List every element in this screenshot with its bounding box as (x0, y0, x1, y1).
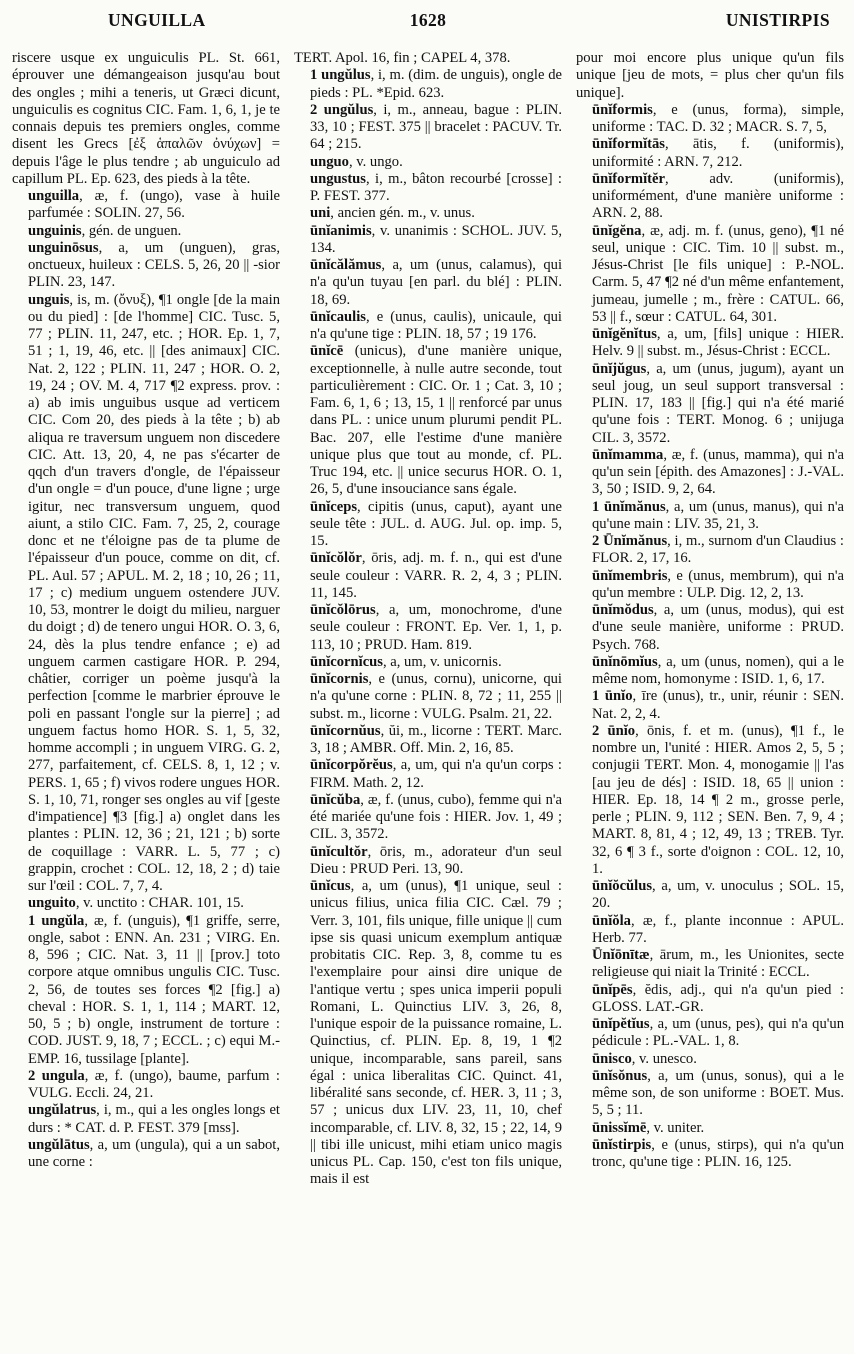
dictionary-entry: riscere usque ex unguiculis PL. St. 661, éprouver une démangeaison jusqu'au bout des ongles ; mihi a teneris, ut Græci dicunt, unguiculis es cognitus CIC. Fam. 1, 6, 1, je te connais depuis tes premiers ongles, comme disent les Grecs [ἐξ ἁπαλῶν ὀνύχων] = depuis l'âge le plus tendre ; ab unguiculo ad capillum PL. Ep. 623, des pieds à la tête. (12, 50, 280, 187)
dictionary-entry: ūnĭcŏlŏr, ōris, adj. m. f. n., qui est d'une seule couleur : VARR. R. 2, 4, 3 ; PLIN. 11, 145. (310, 550, 562, 601)
dictionary-entry: 2 ungula, æ, f. (ungo), baume, parfum : VULG. Eccli. 24, 21. (28, 1067, 280, 1101)
dictionary-entry: ūnissĭmē, v. uniter. (592, 1119, 705, 1136)
dictionary-entry: ūnĭpēs, ĕdis, adj., qui n'a qu'un pied : GLOSS. LAT.-GR. (592, 981, 844, 1015)
dictionary-entry: uni, ancien gén. m., v. unus. (310, 205, 475, 222)
dictionary-entry: 1 ungŭla, æ, f. (unguis), ¶1 griffe, serre, ongle, sabot : ENN. An. 231 ; VIRG. En. 8, 596 ; CIC. Nat. 3, 11 || [prov.] toto corpore atque omnibus ungulis CIC. Tusc. 2, 56, de toutes ses forces ¶2 [fig.] a) cheval : HOR. S. 1, 1, 114 ; MART. 12, 50, 5 ; b) ongle, instrument de torture : COD. JUST. 9, 18, 7 ; ECCL. ; c) equi M.-EMP. 16, tussilage [plante]. (28, 912, 280, 1067)
dictionary-entry: ūnĭanimis, v. unanimis : SCHOL. JUV. 5, 134. (310, 222, 562, 256)
dictionary-entry: ūnĭmamma, æ, f. (unus, mamma), qui n'a qu'un sein [épith. des Amazones] : J.-VAL. 3, 50 ; ISID. 9, 2, 64. (592, 446, 844, 498)
dictionary-entry: ūnĭgĕna, æ, adj. m. f. (unus, geno), ¶1 né seul, unique : CIC. Tim. 10 || subst. m., Jésus-Christ [le fils unique] : P.-NOL. Carm. 5, 47 ¶2 né d'un même enfantement, jumeau, jumelle ; m., frère : CATUL. 66, 53 || f., sœur : CATUL. 64, 301. (592, 222, 844, 325)
dictionary-entry: ūnĭpĕtĭus, a, um (unus, pes), qui n'a qu'un pédicule : PL.-VAL. 1, 8. (592, 1016, 844, 1050)
dictionary-entry: 1 ungŭlus, i, m. (dim. de unguis), ongle de pieds : PL. *Epid. 623. (310, 67, 562, 101)
dictionary-entry: ūnisco, v. unesco. (592, 1050, 697, 1067)
dictionary-entry: ūnĭgĕnĭtus, a, um, [fils] unique : HIER. Helv. 9 || subst. m., Jésus-Christ : ECCL. (592, 326, 844, 360)
dictionary-entry: unguilla, æ, f. (ungo), vase à huile parfumée : SOLIN. 27, 56. (28, 188, 280, 222)
dictionary-entry: ūnĭcornis, e (unus, cornu), unicorne, qui n'a qu'une corne : PLIN. 8, 72 ; 11, 255 || subst. m., licorne : VULG. Psalm. 21, 22. (310, 671, 562, 722)
dictionary-entry: 2 ūnĭo, ōnis, f. et m. (unus), ¶1 f., le nombre un, l'unité : HIER. Amos 2, 5, 5 ; conjugii TERT. Mon. 4, monogamie || l'as [au jeu de dés] : ISID. 18, 65 || union : HIER. Ep. 18, 14 ¶ 2 m., grosse perle, perle ; PLIN. 9, 112 ; SEN. Ben. 7, 9, 4 ; MART. 8, 81, 4 ; 12, 49, 13 ; TREB. Tyr. 32, 6 ¶ 3 f., sorte d'oignon : COL. 12, 10, 1. (592, 722, 844, 877)
dictionary-entry: TERT. Apol. 16, fin ; CAPEL 4, 378. (294, 50, 511, 66)
dictionary-entry: 2 ungŭlus, i, m., anneau, bague : PLIN. 33, 10 ; FEST. 375 || bracelet : PACUV. Tr. 64 ; 215. (310, 101, 562, 153)
dictionary-entry: ūnĭcultŏr, ōris, m., adorateur d'un seul Dieu : PRUD Peri. 13, 90. (310, 843, 562, 877)
dictionary-entry: ungŭlātus, a, um (ungula), qui a un sabot, une corne : (28, 1136, 280, 1170)
dictionary-entry: ūnĭŏcŭlus, a, um, v. unoculus ; SOL. 15, 20. (592, 878, 844, 912)
dictionary-entry: ūnĭcus, a, um (unus), ¶1 unique, seul : unicus filius, unica filia CIC. Cæl. 79 ; Verr. 3, 101, fils unique, fille unique || cum ipse sis quasi unicum exemplum antiquæ probitatis CIC. Rep. 3, 8, comme tu es l'exemplaire pour ainsi dire unique de l'antique vertu ; spes unica imperii populi Romani, L. Quinctius LIV. 3, 26, 8, l'unique espoir de la puissance romaine, L. Quinctius, cf. PLIN. Ep. 8, 19, 1 ¶2 unique, incomparable, sans pareil, sans égal : unica liberalitas CIC. Quinct. 41, libéralité sans seconde, cf. HER. 3, 11 ; 3, 57 ; unicus dux LIV. 23, 11, 10, chef incomparable, cf. LIV. 8, 32, 15 ; 22, 14, 9 || tibi ille unicust, mihi etiam unico magis unicus PL. Cap. 150, c'est ton fils unique, mais il est (310, 878, 562, 1188)
page-header (12, 10, 844, 50)
dictionary-entry: unguinōsus, a, um (unguen), gras, onctueux, huileux : CELS. 5, 26, 20 || -sior PLIN. 23, 147. (28, 239, 280, 291)
dictionary-entry: ūnĭcaulis, e (unus, caulis), unicaule, qui n'a qu'une tige : PLIN. 18, 57 ; 19 176. (310, 308, 562, 342)
dictionary-entry: ūnĭcălămus, a, um (unus, calamus), qui n'a qu'un tuyau [en parl. du blé] : PLIN. 18, 69. (310, 257, 562, 308)
dictionary-entry: ūnĭmŏdus, a, um (unus, modus), qui est d'une seule manière, uniforme : PRUD. Psych. 768. (592, 602, 844, 653)
dictionary-entry: ūnĭŏla, æ, f., plante inconnue : APUL. Herb. 77. (592, 912, 844, 946)
column-middle (294, 50, 562, 1189)
dictionary-entry: unguis, is, m. (ὄνυξ), ¶1 ongle [de la main ou du pied] : [de l'homme] CIC. Tusc. 5, 77 ; PLIN. 11, 247, etc. ; HOR. Ep. 1, 7, 51 ; 1, 19, 46, etc. || [des animaux] CIC. Nat. 2, 122 ; PLIN. 11, 247 ; HOR. O. 2, 19, 24 ; OV. M. 4, 717 ¶2 express. prov. : a) ab imis unguibus usque ad verticem CIC. Com 20, des pieds à la tête ; b) ab aliqua re traversum unguem non discedere CIC. Att. 13, 20, 4, ne pas s'écarter de qqch d'un travers d'ongle, de l'épaisseur d'un ongle = d'un pouce, d'une ligne ; urge igitur, nec transversum unguem, quod aiunt, a stilo CIC. Fam. 7, 25, 2, courage donc et ne t'éloigne pas de ta plume de l'épaisseur d'un pouce, comme on dit, cf. PL. Aul. 57 ; APUL. M. 2, 18 ; 10, 26 ; 11, 17 ; c) medium unguem ostendere JUV. 10, 53, montrer le doigt du milieu, narguer du doigt ; d) de tenero ungui HOR. O. 3, 6, 24, dès la plus tendre enfance ; e) ad unguem carmen castigare HOR. P. 294, châtier, corriger un poème jusqu'à la perfection [comme le marbrier éprouve le poli en passant l'ongle sur la pierre] ; ad unguem factus homo HOR. S. 1, 5, 32, homme accompli ; in unguem VIRG. G. 2, 277, parfaitement, cf. CELS. 8, 1, 12 ; v. PERS. 1, 65 ; f) vivos rodere ungues HOR. S. 1, 10, 71, ronger ses ongles au vif [geste d'impatience] ¶3 [fig.] a) onglet dans les plantes : PLIN. 12, 36 ; 21, 121 ; b) sorte de coquillage : VARR. L. 5, 77 ; c) grappin, crochet : COL. 12, 18, 2 ; d) taie sur l'œil : COL. 7, 7, 4. (28, 291, 280, 894)
column-left (12, 50, 280, 1189)
dictionary-entry: ūnĭsŏnus, a, um (unus, sonus), qui a le même son, de son uniforme : BOET. Mus. 5, 5 ; 11. (592, 1067, 844, 1119)
dictionary-entry: 2 Ūnĭmănus, i, m., surnom d'un Claudius : FLOR. 2, 17, 16. (592, 533, 844, 567)
dictionary-entry: ūnĭjŭgus, a, um (unus, jugum), ayant un seul joug, un seul support transversal : PLIN. 17, 183 || [fig.] qui n'a été marié qu'une fois : TERT. Monog. 6 ; unijuga CIL. 3, 3572. (592, 360, 844, 446)
dictionary-entry: ūnĭformis, e (unus, forma), simple, uniforme : TAC. D. 32 ; MACR. S. 7, 5, (592, 101, 844, 135)
dictionary-entry: 1 ūnĭmănus, a, um (unus, manus), qui n'a qu'une main : LIV. 35, 21, 3. (592, 498, 844, 532)
dictionary-entry: unguito, v. unctito : CHAR. 101, 15. (28, 895, 244, 912)
dictionary-entry: ūnĭceps, cipitis (unus, caput), ayant une seule tête : JUL. d. AUG. Jul. op. imp. 5, 15. (310, 498, 562, 549)
header-right-guideword: UNISTIRPIS (725, 10, 830, 30)
dictionary-entry: ūnĭformĭtĕr, adv. (uniformis), uniformément, d'une manière uniforme : ARN. 2, 88. (592, 170, 844, 222)
dictionary-entry: ūnĭcŏlōrus, a, um, monochrome, d'une seule couleur : FRONT. Ep. Ver. 1, 1, p. 113, 10 ; PRUD. Ham. 819. (310, 602, 562, 653)
dictionary-entry: ungustus, i, m., bâton recourbé [crosse] : P. FEST. 377. (310, 170, 562, 204)
dictionary-entry: ūnĭcŭba, æ, f. (unus, cubo), femme qui n'a été mariée qu'une fois : HIER. Jov. 1, 49 ; CIL. 3, 3572. (310, 791, 562, 843)
dictionary-entry: ungŭlatrus, i, m., qui a les ongles longs et durs : * CAT. d. P. FEST. 379 [mss]. (28, 1102, 280, 1136)
dictionary-entry: pour moi encore plus unique qu'un fils unique [jeu de mots, = plus cher qu'un fils unique]. (576, 50, 844, 101)
dictionary-entry: ūnĭformĭtās, ātis, f. (uniformis), uniformité : ARN. 7, 212. (592, 136, 844, 170)
dictionary-entry: ūnĭmembris, e (unus, membrum), qui n'a qu'un membre : ULP. Dig. 12, 2, 13. (592, 567, 844, 601)
page-number: 1628 (409, 10, 447, 30)
column-right (576, 50, 844, 1189)
dictionary-entry: ūnĭcornĭcus, a, um, v. unicornis. (310, 653, 502, 670)
dictionary-entry: ūnĭcornŭus, ŭi, m., licorne : TERT. Marc. 3, 18 ; AMBR. Off. Min. 2, 16, 85. (310, 722, 562, 756)
header-left-guideword: UNGUILLA (108, 10, 206, 30)
dictionary-entry: 1 ūnĭo, īre (unus), tr., unir, réunir : SEN. Nat. 2, 2, 4. (592, 688, 844, 722)
dictionary-entry: ūnĭnōmĭus, a, um (unus, nomen), qui a le même nom, homonyme : ISID. 1, 6, 17. (592, 653, 844, 687)
dictionary-entry: ūnĭstirpis, e (unus, stirps), qui n'a qu'un tronc, qu'une tige : PLIN. 16, 125. (592, 1136, 844, 1170)
dictionary-entry: Ūnĭōnītæ, ārum, m., les Unionites, secte religieuse qui niait la Trinité : ECCL. (592, 947, 844, 981)
dictionary-entry: ūnĭcē (unicus), d'une manière unique, exceptionnelle, à nulle autre seconde, tout particulièrement : CIC. Or. 1 ; Cat. 3, 10 ; Fam. 6, 1, 6 ; 13, 15, 1 || renforcé par unus dans PL. : unice unum plurumi pendit PL. Bac. 207, elle l'estime d'une manière unique plus que tout au monde, cf. PL. Truc 194, etc. || unice securus HOR. O. 1, 26, 5, d'une insouciance sans égale. (310, 343, 562, 498)
dictionary-entry: ūnĭcorpŏrĕus, a, um, qui n'a qu'un corps : FIRM. Math. 2, 12. (310, 757, 562, 791)
columns (12, 50, 844, 1189)
dictionary-entry: unguinis, gén. de unguen. (28, 222, 182, 239)
dictionary-entry: unguo, v. ungo. (310, 153, 403, 170)
